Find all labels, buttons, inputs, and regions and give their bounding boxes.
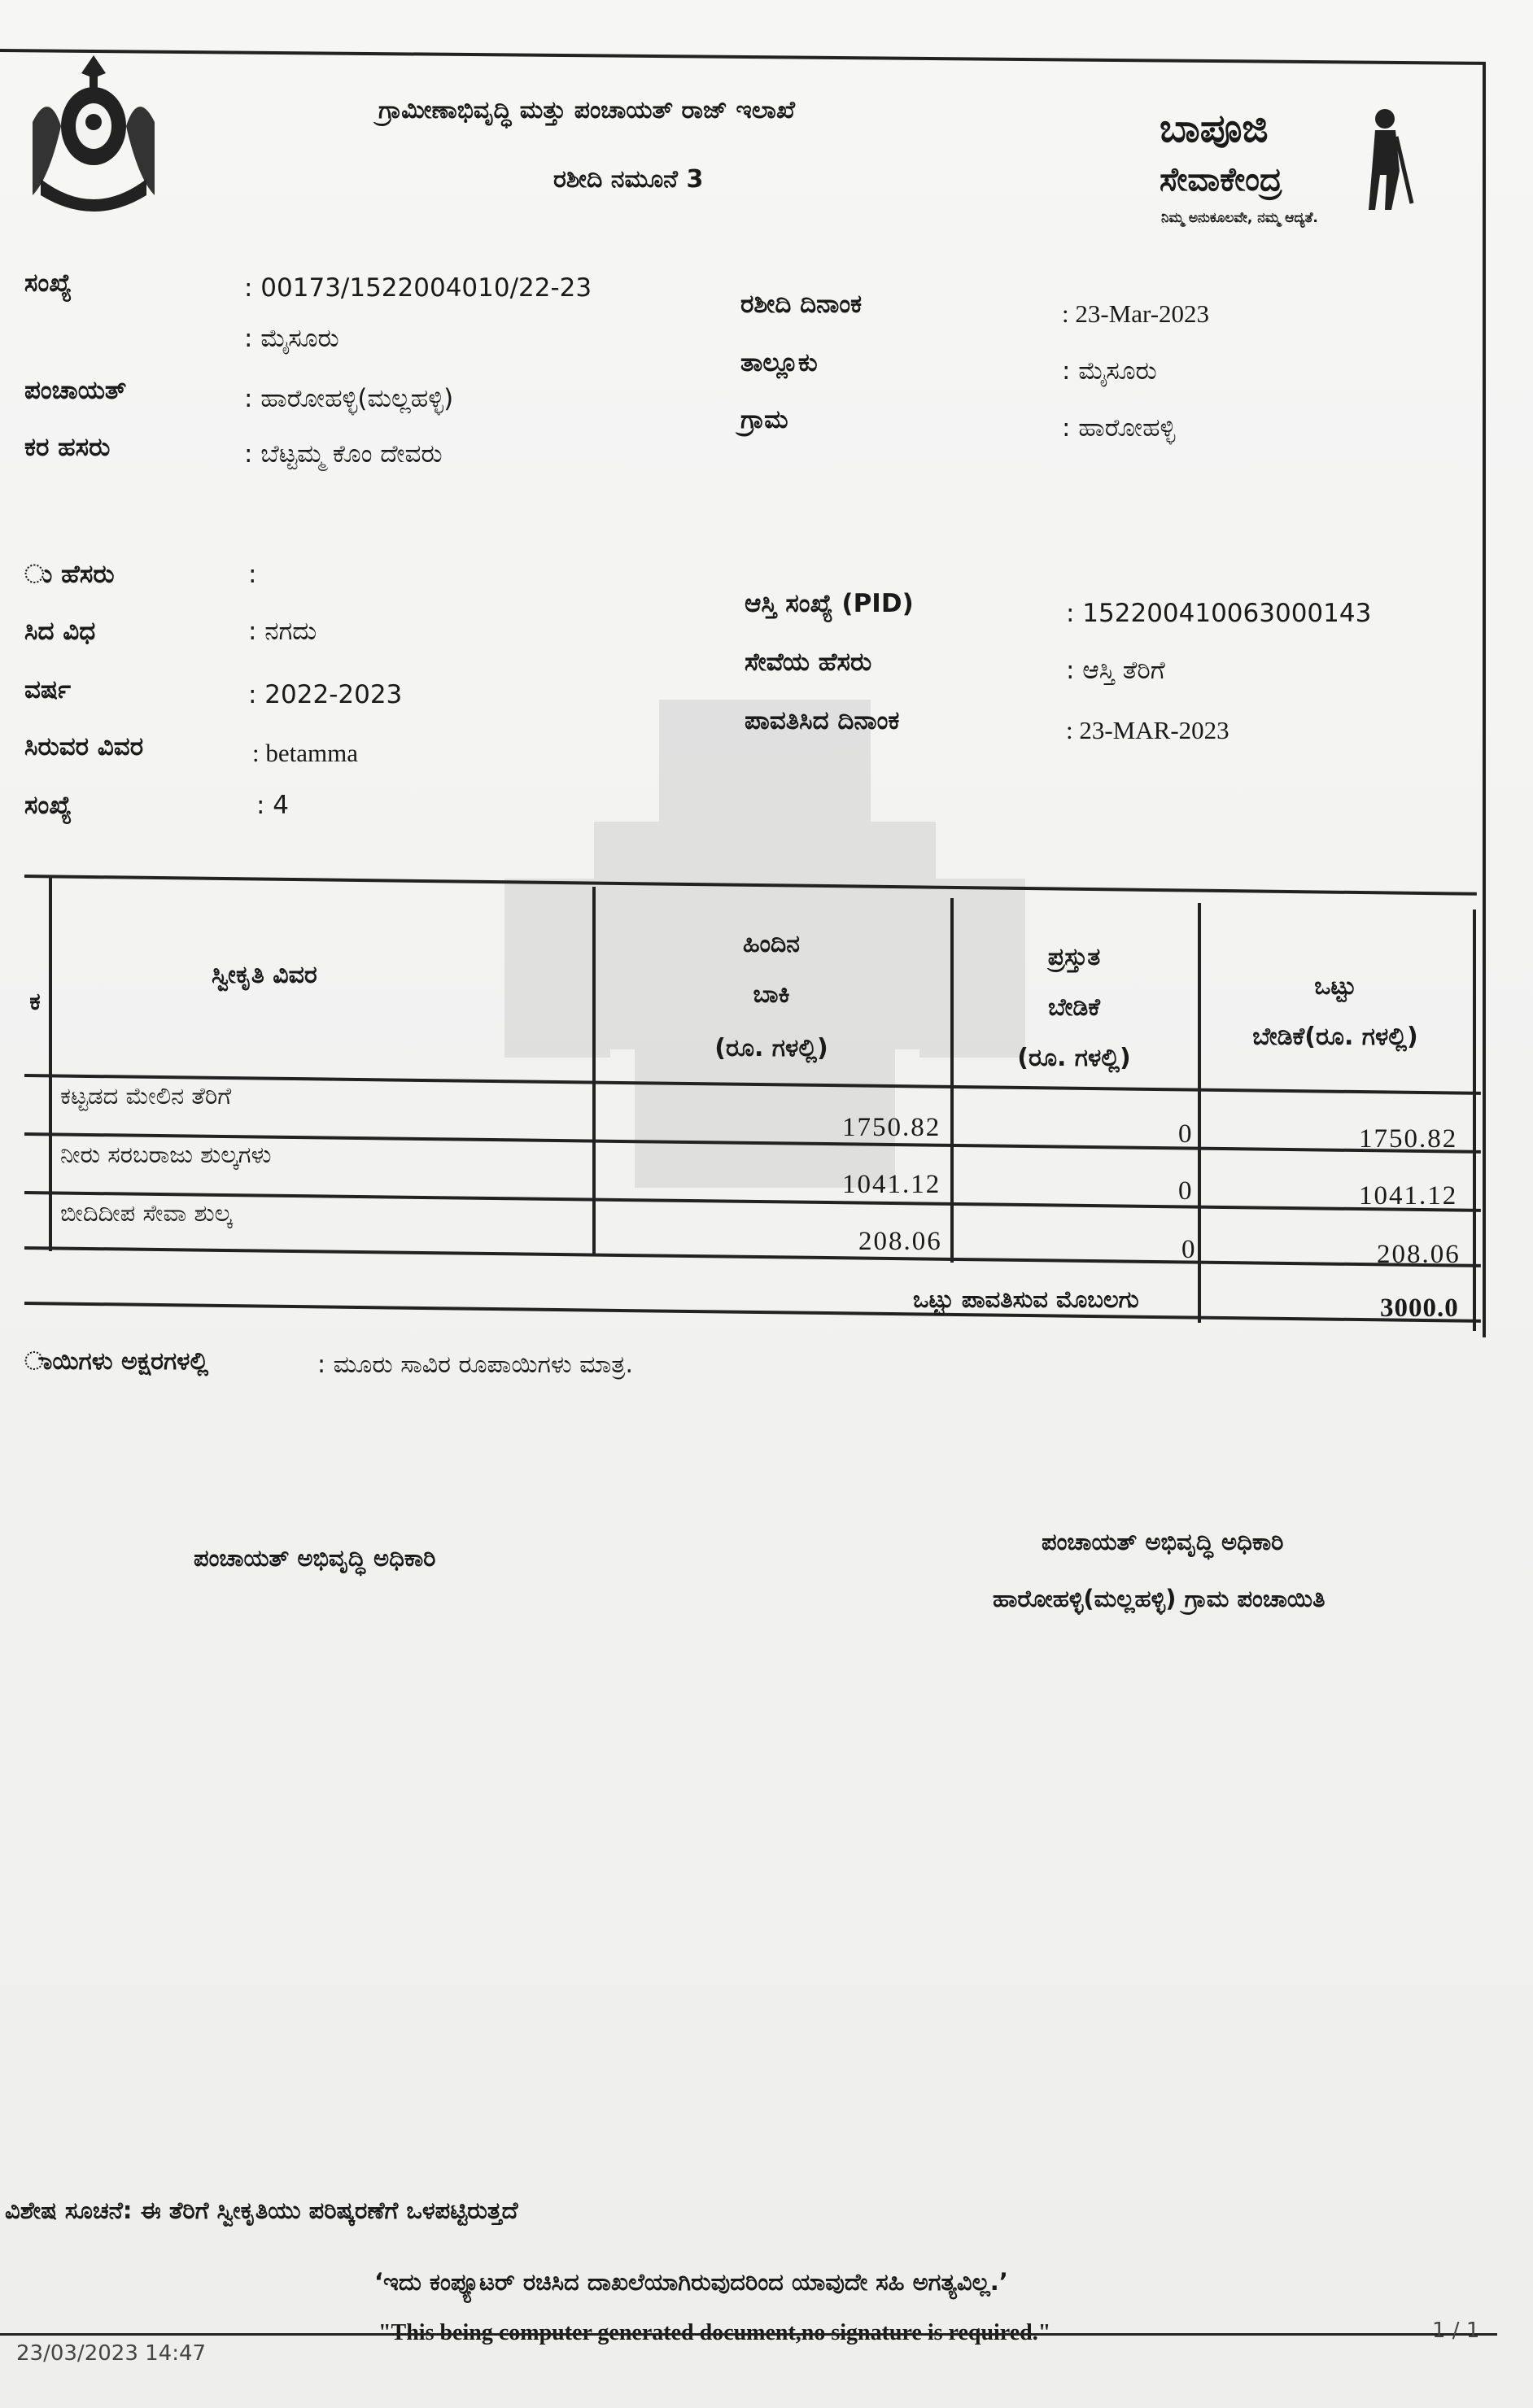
row2-current: 0 [1178, 1176, 1194, 1206]
row1-description: ಕಟ್ಟಡದ ಮೇಲಿನ ತೆರಿಗೆ [60, 1082, 232, 1110]
label-taluk: ತಾಲ್ಲೂಕು [740, 348, 818, 377]
signature-right-panchayat: ಹಾರೋಹಳ್ಳಿ(ಮಲ್ಲಹಳ್ಳಿ) ಗ್ರಾಮ ಪಂಚಾಯಿತಿ [993, 1585, 1326, 1612]
row2-prev: 1041.12 [842, 1170, 941, 1199]
value-receipt-number: : 00173/1522004010/22-23 [244, 273, 592, 303]
english-disclaimer: "This being computer generated document,no signature is required." [378, 2320, 1051, 2345]
col-header-description: ಸ್ವೀಕೃತಿ ವಿವರ [212, 961, 317, 989]
value-name: : [248, 560, 257, 589]
label-property-id: ಆಸ್ತಿ ಸಂಖ್ಯೆ (PID) [745, 589, 914, 618]
bapuji-seva-kendra-logo [1160, 106, 1420, 236]
label-payment-mode: ಸಿದ ವಿಧ [24, 617, 96, 646]
col-header-total-line1: ಒಟ್ಟು [1314, 972, 1356, 1001]
state-emblem-icon [16, 49, 171, 224]
special-note: ವಿಶೇಷ ಸೂಚನೆ: ಈ ತೆರಿಗೆ ಸ್ವೀಕೃತಿಯು ಪರಿಷ್ಕರಣೆಗೆ ಒಳಪಟ್ಟಿರುತ್ತದೆ [5, 2196, 518, 2224]
label-receipt-date: ರಶೀದಿ ದಿನಾಂಕ [740, 290, 863, 319]
col-header-prev-line3: (ರೂ. ಗಳಲ್ಲಿ) [714, 1034, 828, 1062]
label-name: ು ಹೆಸರು [24, 560, 115, 589]
label-service-name: ಸೇವೆಯ ಹೆಸರು [745, 648, 872, 677]
row3-current: 0 [1181, 1235, 1197, 1264]
footer-rule [0, 2333, 1497, 2336]
row3-total: 208.06 [1377, 1240, 1461, 1269]
row1-total: 1750.82 [1359, 1124, 1458, 1154]
label-year: ವರ್ಷ [24, 675, 72, 705]
row2-total: 1041.12 [1359, 1181, 1458, 1211]
label-payer-name: ಕರ ಹಸರು [24, 433, 111, 462]
signature-left: ಪಂಚಾಯತ್ ಅಭಿವೃದ್ಧಿ ಅಧಿಕಾರಿ [194, 1544, 436, 1572]
col-header-current-line2: ಬೇಡಿಕೆ [1048, 993, 1100, 1022]
value-payment-mode: : ನಗದು [248, 617, 317, 646]
value-district: : ಮೈಸೂರು [244, 324, 339, 353]
value-service-name: : ಆಸ್ತಿ ತೆರಿಗೆ [1066, 656, 1165, 685]
logo-tagline: ನಿಮ್ಮ ಅನುಕೂಲವೇ, ನಮ್ಮ ಆದ್ಯತೆ. [1161, 210, 1318, 226]
col-header-prev-line2: ಬಾಕಿ [753, 980, 790, 1009]
logo-title: ಬಾಪೂಜಿ [1160, 106, 1269, 151]
col-header-current-line3: (ರೂ. ಗಳಲ್ಲಿ) [1017, 1044, 1131, 1072]
signature-right-title: ಪಂಚಾಯತ್ ಅಭಿವೃದ್ಧಿ ಅಧಿಕಾರಿ [1042, 1528, 1284, 1555]
department-title: ಗ್ರಾಮೀಣಾಭಿವೃದ್ಧಿ ಮತ್ತು ಪಂಚಾಯತ್ ರಾಜ್ ಇಲಾಖೆ [378, 96, 795, 124]
row1-prev: 1750.82 [842, 1113, 941, 1142]
label-village: ಗ್ರಾಮ [740, 405, 788, 434]
amount-words-value: : ಮೂರು ಸಾವಿರ ರೂಪಾಯಿಗಳು ಮಾತ್ರ. [317, 1350, 633, 1379]
row2-description: ನೀರು ಸರಬರಾಜು ಶುಲ್ಕಗಳು [60, 1141, 272, 1168]
kannada-disclaimer: ‘ಇದು ಕಂಪ್ಯೂಟರ್ ರಚಿಸಿದ ದಾಖಲೆಯಾಗಿರುವುದರಿಂದ ಯಾವುದೇ ಸಹಿ ಅಗತ್ಯವಿಲ್ಲ.’ [374, 2268, 1008, 2296]
value-receipt-date: : 23-Mar-2023 [1062, 299, 1210, 328]
frame-right-border [1483, 63, 1486, 1337]
label-payer-details: ಸಿರುವರ ವಿವರ [24, 732, 144, 761]
row3-prev: 208.06 [858, 1227, 942, 1256]
value-village: : ಹಾರೋಹಳ್ಳಿ [1062, 413, 1176, 443]
page-number: 1 / 1 [1432, 2319, 1480, 2343]
value-count: : 4 [256, 791, 290, 820]
col-header-total-line2: ಬೇಡಿಕೆ(ರೂ. ಗಳಲ್ಲಿ) [1252, 1023, 1418, 1051]
value-payer-name: : ಬೆಟ್ಟಮ್ಮ ಕೊಂ ದೇವರು [244, 439, 443, 469]
logo-subtitle: ಸೇವಾಕೇಂದ್ರ [1160, 161, 1282, 198]
col-header-serial: ಕ [29, 988, 41, 1016]
label-payment-date: ಪಾವತಿಸಿದ ದಿನಾಂಕ [745, 706, 900, 735]
col-header-current-line1: ಪ್ರಸ್ತುತ [1047, 943, 1101, 971]
row1-current: 0 [1178, 1119, 1194, 1149]
label-receipt-number: ಸಂಖ್ಯೆ [24, 268, 72, 298]
value-panchayat: : ಹಾರೋಹಳ್ಳಿ(ಮಲ್ಲಹಳ್ಳಿ) [244, 384, 454, 413]
col-header-prev-line1: ಹಿಂದಿನ [743, 930, 800, 958]
gandhi-figure-icon [1351, 106, 1416, 212]
value-payment-date: : 23-MAR-2023 [1066, 716, 1229, 744]
value-year: : 2022-2023 [248, 680, 403, 709]
print-timestamp: 23/03/2023 14:47 [16, 2341, 207, 2366]
row3-description: ಬೀದಿದೀಪ ಸೇವಾ ಶುಲ್ಕ [60, 1199, 233, 1227]
form-title: ರಶೀದಿ ನಮೂನೆ 3 [553, 165, 704, 194]
amount-words-label: ಾಯಿಗಳು ಅಕ್ಷರಗಳಲ್ಲಿ [24, 1347, 209, 1376]
total-label: ಒಟ್ಟು ಪಾವತಿಸುವ ಮೊಬಲಗು [913, 1285, 1139, 1313]
value-property-id: : 152200410063000143 [1066, 599, 1372, 628]
label-count: ಸಂಖ್ಯೆ [24, 791, 72, 820]
total-value: 3000.0 [1380, 1293, 1459, 1323]
value-payer-details: : betamma [252, 739, 358, 767]
label-panchayat: ಪಂಚಾಯತ್ [24, 376, 127, 405]
value-taluk: : ಮೈಸೂರು [1062, 356, 1157, 386]
